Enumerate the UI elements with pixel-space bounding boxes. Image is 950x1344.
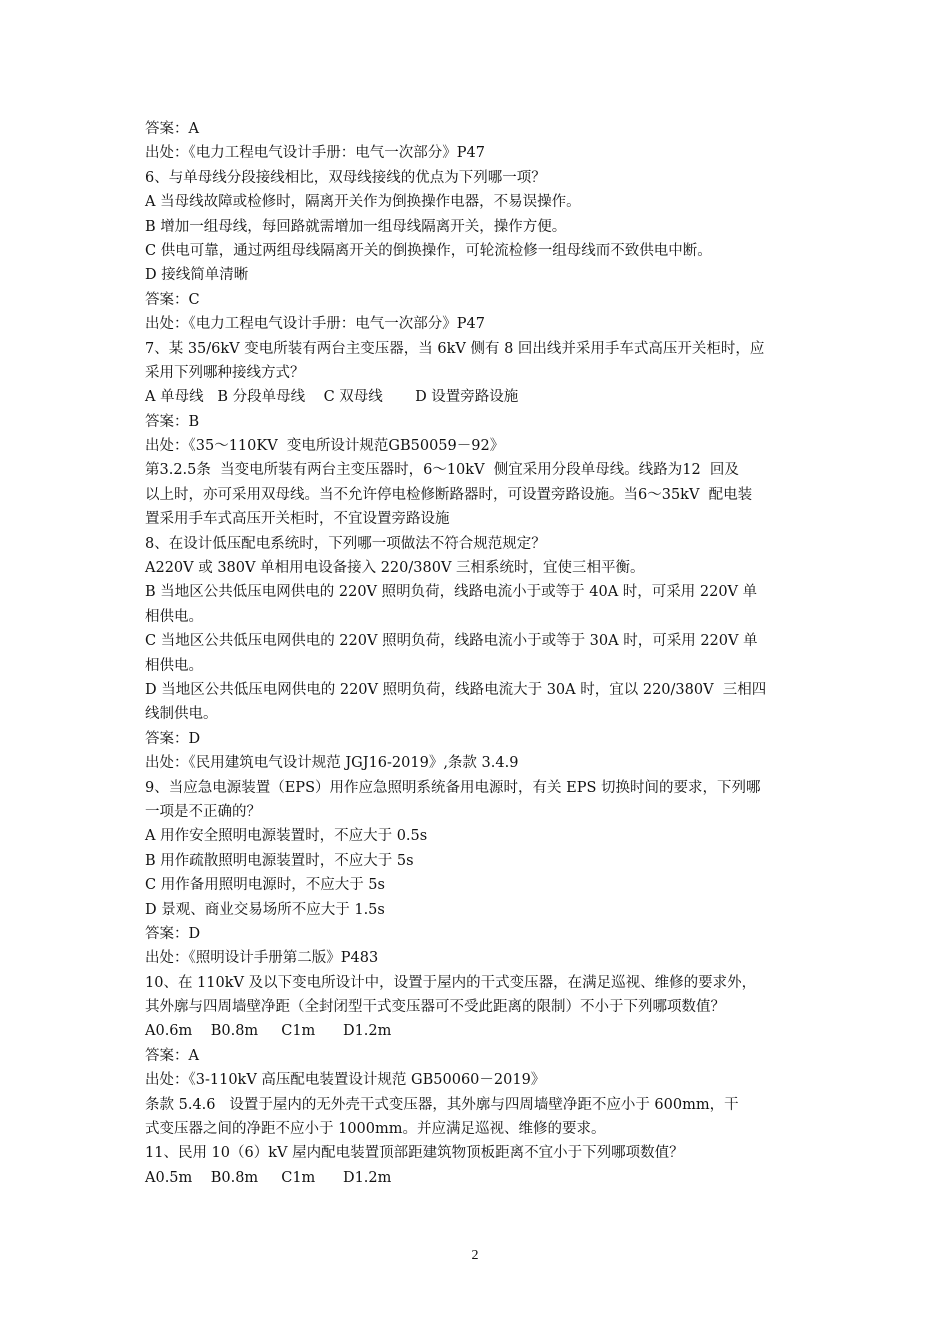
question-7-continued: 采用下列哪种接线方式？ [145, 364, 305, 381]
option-line: D 当地区公共低压电网供电的 220V 照明负荷，线路电流大于 30A 时，宜以 220/380V 三相四 [145, 681, 767, 698]
answer-line: 答案：A [145, 1047, 199, 1064]
option-line-continued: 相供电。 [145, 657, 203, 674]
clause-text: 以上时，亦可采用双母线。当不允许停电检修断路器时，可设置旁路设施。当6～35kV 配电装 [145, 486, 753, 503]
page-body [145, 117, 810, 1190]
answer-line: 答案：C [145, 291, 200, 308]
option-line: B 当地区公共低压电网供电的 220V 照明负荷，线路电流小于或等于 40A 时，可采用 220V 单 [145, 584, 758, 601]
option-line: A0.6m B0.8m C1m D1.2m [145, 1023, 392, 1040]
page-number: 2 [471, 1248, 479, 1263]
question-8: 8、在设计低压配电系统时，下列哪一项做法不符合规范规定？ [145, 535, 546, 552]
question-6: 6、与单母线分段接线相比，双母线接线的优点为下列哪一项？ [145, 169, 546, 186]
source-line: 出处：《电力工程电气设计手册：电气一次部分》P47 [145, 316, 485, 333]
source-line: 出处：《照明设计手册第二版》P483 [145, 950, 379, 967]
option-line: C 供电可靠，通过两组母线隔离开关的倒换操作，可轮流检修一组母线而不致供电中断。 [145, 242, 712, 259]
clause-text: 条款 5.4.6 设置于屋内的无外壳干式变压器，其外廓与四周墙壁净距不应小于 600mm，干 [145, 1096, 739, 1113]
clause-text: 式变压器之间的净距不应小于 1000mm。并应满足巡视、维修的要求。 [145, 1121, 606, 1138]
answer-line: 答案：A [145, 121, 199, 137]
clause-text: 第3.2.5条 当变电所装有两台主变压器时，6～10kV 侧宜采用分段单母线。线路为12 回及 [145, 462, 739, 479]
question-9: 9、当应急电源装置（EPS）用作应急照明系统备用电源时，有关 EPS 切换时间的要求，下列哪 [145, 779, 761, 796]
question-10-continued: 其外廓与四周墙壁净距（全封闭型干式变压器可不受此距离的限制）不小于下列哪项数值？ [145, 999, 725, 1016]
source-line: 出处：《电力工程电气设计手册：电气一次部分》P47 [145, 145, 485, 162]
option-line: D 景观、商业交易场所不应大于 1.5s [145, 901, 385, 918]
answer-line: 答案：D [145, 925, 201, 942]
option-line: A 单母线 B 分段单母线 C 双母线 D 设置旁路设施 [145, 389, 519, 406]
source-line: 出处：《3-110kV 高压配电装置设计规范 GB50060－2019》 [145, 1072, 546, 1089]
answer-line: 答案：B [145, 413, 200, 430]
option-line: B 用作疏散照明电源装置时，不应大于 5s [145, 852, 414, 869]
option-line: B 增加一组母线，每回路就需增加一组母线隔离开关，操作方便。 [145, 218, 567, 235]
option-line-continued: 线制供电。 [145, 706, 218, 723]
question-10: 10、在 110kV 及以下变电所设计中，设置于屋内的干式变压器，在满足巡视、维修的要求外， [145, 974, 757, 991]
option-line: C 当地区公共低压电网供电的 220V 照明负荷，线路电流小于或等于 30A 时，可采用 220V 单 [145, 633, 758, 650]
answer-line: 答案：D [145, 730, 201, 747]
question-7: 7、某 35/6kV 变电所装有两台主变压器，当 6kV 侧有 8 回出线并采用手车式高压开关柜时，应 [145, 340, 765, 357]
option-line: C 用作备用照明电源时，不应大于 5s [145, 877, 385, 894]
option-line: A 用作安全照明电源装置时，不应大于 0.5s [145, 828, 428, 845]
clause-text: 置采用手车式高压开关柜时，不宜设置旁路设施 [145, 511, 450, 528]
option-line-continued: 相供电。 [145, 608, 203, 625]
option-line: A220V 或 380V 单相用电设备接入 220/380V 三相系统时，宜使三相平衡。 [145, 560, 645, 577]
source-line: 出处：《35～110KV 变电所设计规范GB50059－92》 [145, 438, 505, 455]
option-line: A0.5m B0.8m C1m D1.2m [145, 1169, 392, 1186]
option-line: D 接线简单清晰 [145, 267, 249, 284]
question-9-continued: 一项是不正确的？ [145, 803, 261, 820]
source-line: 出处：《民用建筑电气设计规范 JGJ16-2019》,条款 3.4.9 [145, 755, 519, 772]
question-11: 11、民用 10（6）kV 屋内配电装置顶部距建筑物顶板距离不宜小于下列哪项数值？ [145, 1145, 684, 1162]
option-line: A 当母线故障或检修时，隔离开关作为倒换操作电器，不易误操作。 [145, 194, 581, 211]
